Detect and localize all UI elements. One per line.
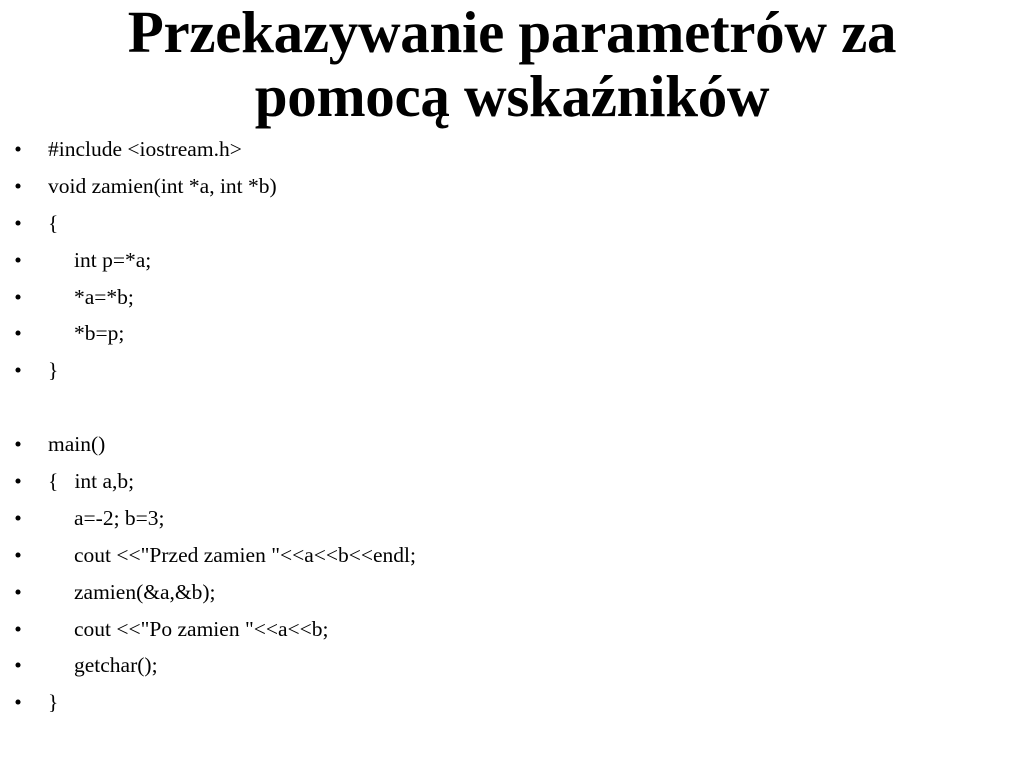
code-bullet-list <box>0 131 1024 721</box>
code-line-text: cout <<"Przed zamien "<<a<<b<<endl; <box>74 542 417 567</box>
code-line-text: int p=*a; <box>74 247 152 272</box>
code-line-text: a=-2; b=3; <box>74 505 165 530</box>
bullet-icon: • <box>14 690 22 715</box>
code-line <box>0 168 1024 205</box>
code-line <box>0 537 1024 574</box>
bullet-icon: • <box>14 358 22 383</box>
bullet-icon: • <box>14 469 22 494</box>
code-line <box>0 352 1024 389</box>
bullet-icon: • <box>14 579 22 604</box>
code-line-text: *a=*b; <box>74 284 134 309</box>
slide-title <box>0 0 1024 128</box>
slide-title-line-1: Przekazywanie parametrów za <box>127 0 897 65</box>
bullet-icon: • <box>14 284 22 309</box>
code-line-text: } <box>48 690 59 715</box>
bullet-icon: • <box>14 653 22 678</box>
bullet-icon: • <box>14 505 22 530</box>
code-line-text: zamien(&a,&b); <box>74 579 216 604</box>
code-line <box>0 131 1024 168</box>
code-line <box>0 611 1024 648</box>
code-line-text: getchar(); <box>74 653 158 678</box>
code-line-text: cout <<"Po zamien "<<a<<b; <box>74 616 329 641</box>
slide-title-line-2: pomocą wskaźników <box>254 63 770 129</box>
bullet-icon: • <box>14 616 22 641</box>
code-line <box>0 242 1024 279</box>
bullet-icon: • <box>14 210 22 235</box>
code-line-text: #include <iostream.h> <box>48 137 242 161</box>
code-line-text: { int a,b; <box>48 469 135 494</box>
code-line-text: } <box>48 358 59 383</box>
code-line <box>0 647 1024 684</box>
code-line-text: main() <box>48 432 106 457</box>
code-line <box>0 684 1024 721</box>
bullet-icon: • <box>14 137 22 161</box>
code-line <box>0 426 1024 463</box>
bullet-icon: • <box>14 247 22 272</box>
code-line <box>0 205 1024 242</box>
blank-line <box>0 389 1024 426</box>
bullet-icon: • <box>14 432 22 457</box>
code-line-text: { <box>48 210 59 235</box>
code-line-text: void zamien(int *a, int *b) <box>48 173 277 198</box>
code-line <box>0 315 1024 352</box>
code-line <box>0 279 1024 316</box>
code-line <box>0 500 1024 537</box>
code-line <box>0 574 1024 611</box>
bullet-icon: • <box>14 173 22 198</box>
code-line-text: *b=p; <box>74 321 125 346</box>
bullet-icon: • <box>14 321 22 346</box>
code-line <box>0 463 1024 500</box>
bullet-icon: • <box>14 542 22 567</box>
